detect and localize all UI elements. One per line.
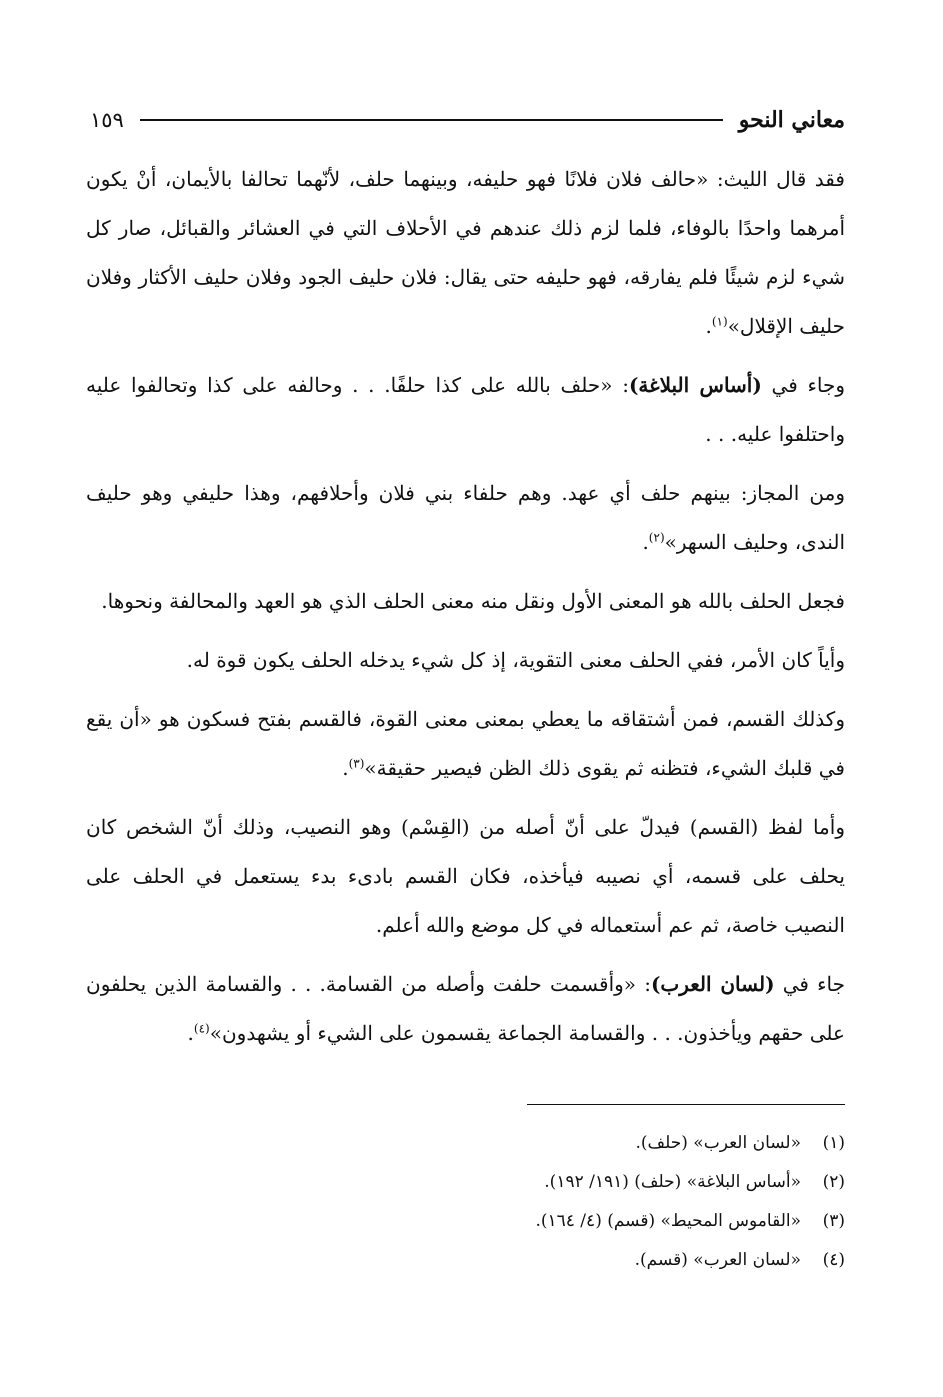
page-number: ١٥٩ xyxy=(90,108,124,132)
footnote xyxy=(245,1124,845,1163)
header-rule xyxy=(140,119,723,121)
footnote xyxy=(245,1241,845,1280)
footnote-text: «لسان العرب» (قسم). xyxy=(634,1250,801,1270)
footnote-number: (٣) xyxy=(822,1211,845,1231)
paragraph: جاء في (لسان العرب): «وأقسمت حلفت وأصله من القسامة. . . والقسامة الذين يحلفون على حقهم ويأخذون. . . والقسامة الجماعة يقسمون على الشيء أو يشهدون»$^{(٤)}$. xyxy=(86,972,845,1045)
paragraph: فجعل الحلف بالله هو المعنى الأول ونقل منه معنى الحلف الذي هو العهد والمحالفة ونحوها. xyxy=(101,589,845,613)
body-text xyxy=(86,155,845,1058)
footnote-text: «أساس البلاغة» (حلف) (١٩١/ ١٩٢). xyxy=(544,1172,801,1192)
page-header xyxy=(90,100,845,140)
paragraph: وكذلك القسم، فمن أشتقاقه ما يعطي بمعنى معنى القوة، فالقسم بفتح فسكون هو «أن يقع في قلبك الشيء، فتظنه ثم يقوى ذلك الظن فيصير حقيقة»$^{(٣)}$. xyxy=(86,707,845,780)
paragraph: ومن المجاز: بينهم حلف أي عهد. وهم حلفاء بني فلان وأحلافهم، وهذا حليفي وهو حليف الندى، وحليف السهر»$^{(٢)}$. xyxy=(86,481,845,554)
paragraph: وجاء في (أساس البلاغة): «حلف بالله على كذا حلفًا. . . وحالفه على كذا وتحالفوا عليه واحتلفوا عليه. . . xyxy=(86,373,845,446)
paragraph: وأياً كان الأمر، ففي الحلف معنى التقوية، إذ كل شيء يدخله الحلف يكون قوة له. xyxy=(186,648,845,672)
footnote-ref: (٢) xyxy=(648,530,665,545)
cited-work: (أساس البلاغة) xyxy=(628,373,762,397)
cited-work: (لسان العرب) xyxy=(650,972,775,996)
footnote-separator xyxy=(527,1104,845,1105)
footnote-number: (٢) xyxy=(822,1172,845,1192)
footnote-text: «القاموس المحيط» (قسم) (٤/ ١٦٤). xyxy=(535,1211,801,1231)
footnote-ref: (٤) xyxy=(193,1021,210,1036)
running-title: معاني النحو xyxy=(738,107,845,133)
footnote xyxy=(245,1202,845,1241)
paragraph: فقد قال الليث: «حالف فلان فلانًا فهو حليفه، وبينهما حلف، لأنّهما تحالفا بالأيمان، أنْ يكون أمرهما واحدًا بالوفاء، فلما لزم ذلك عندهم في الأحلاف التي في العشائر والقبائل، صار كل شيء لزم شيئًا فلم يفارقه، فهو حليفه حتى يقال: فلان حليف الجود وفلان حليف الأكثار وفلان حليف الإقلال»$^{(١)}$. xyxy=(86,167,845,338)
footnote-number: (١) xyxy=(822,1133,845,1153)
footnote-text: «لسان العرب» (حلف). xyxy=(635,1133,801,1153)
footnote xyxy=(245,1163,845,1202)
footnotes xyxy=(245,1124,845,1280)
footnote-ref: (١) xyxy=(711,314,728,329)
footnote-number: (٤) xyxy=(822,1250,845,1270)
paragraph: وأما لفظ (القسم) فيدلّ على أنّ أصله من (القِسْم) وهو النصيب، وذلك أنّ الشخص كان يحلف على قسمه، أي نصيبه فيأخذه، فكان القسم بادىء بدء يستعمل في الحلف على النصيب خاصة، ثم عم أستعماله في كل موضع والله أعلم. xyxy=(86,815,845,937)
footnote-ref: (٣) xyxy=(348,756,365,771)
